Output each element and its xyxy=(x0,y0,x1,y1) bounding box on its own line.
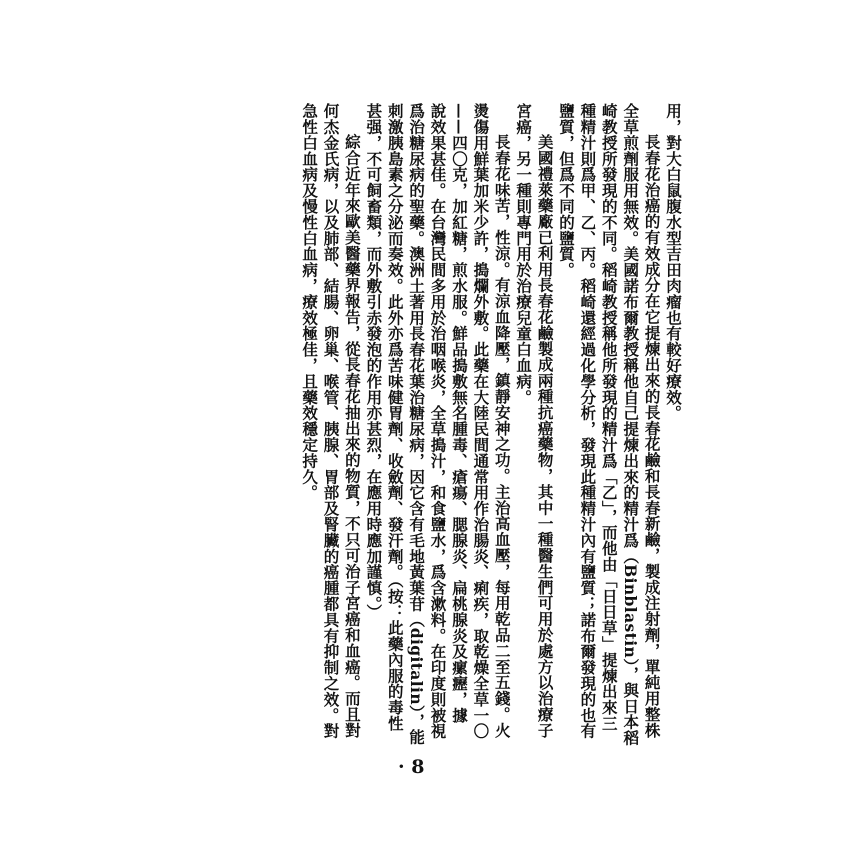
vertical-text-block xyxy=(212,103,684,753)
text-column: 綜合近年來歐美醫藥界報告，從長春花抽出來的物質，不只可治子宮癌和血癌。而且對 xyxy=(342,134,362,739)
text-column: 用，對大白鼠腹水型吉田肉瘤也有較好療效。 xyxy=(664,103,683,421)
page-number: · 8 xyxy=(398,756,425,778)
text-column: 急性白血病及慢性白血病，療效極佳，且藥效穩定持久。 xyxy=(300,103,320,501)
text-column: 鹽質，但爲不同的鹽質。 xyxy=(556,103,576,278)
text-column: 爲治糖尿病的聖藥。澳洲土著用長春花葉治糖尿病，因它含有毛地黃葉苷（digitalin），能 xyxy=(407,103,427,745)
text-column: 何杰金氏病，以及肺部、結腸、卵巢、喉管、胰腺、胃部及腎臟的癌腫都具有抑制之效。對 xyxy=(321,103,341,739)
text-column: 刺激胰島素之分泌而奏效。此外亦爲苦味健胃劑、收斂劑、發汗劑。（按：此藥內服的毒性 xyxy=(385,103,405,732)
text-column: 長春花治癌的有效成分在它提煉出來的長春花鹼和長春新鹼，製成注射劑，單純用整株 xyxy=(642,134,662,739)
text-column: 崎教授所發現的不同。稻崎教授稱他所發現的精汁爲「乙」，而他由「日日草」提煉出來三 xyxy=(599,103,619,732)
text-column: 宮癌，另一種則專門用於治療兒童白血病。 xyxy=(514,103,534,406)
text-column: ——四〇克，加紅糖，煎水服。鮮品搗敷無名腫毒、瘡瘍、腮腺炎、扁桃腺炎及瘰癧，據 xyxy=(449,103,469,724)
text-column: 說效果甚佳。在台灣民間多用於治咽喉炎，全草搗汁，和食鹽水，爲含漱料。在印度則被視 xyxy=(428,103,448,739)
text-column: 種精汁則爲甲、乙、丙。稻崎還經過化學分析，發現此種精汁內有鹽質；諾布爾發現的也有 xyxy=(578,103,598,739)
text-column: 全草煎劑服用無效。美國諾布爾教授稱他自己提煉出來的精汁爲（Binblastin），與日本稻 xyxy=(621,103,641,746)
text-column: 美國禮萊藥廠已利用長春花鹼製成兩種抗癌藥物，其中一種醫生們可用於處方以治療子 xyxy=(535,134,555,739)
text-column: 甚强，不可飼畜類，而外敷引赤發泡的作用亦甚烈，在應用時應加謹慎。） xyxy=(364,103,384,620)
text-column: 長春花味苦，性涼。有涼血降壓，鎮靜安神之功。主治高血壓，每用乾品二至五錢。火 xyxy=(492,134,512,739)
text-column: 燙傷用鮮葉加米少許，搗爛外敷。此藥在大陸民間通常用作治腸炎、痢疾，取乾燥全草一〇 xyxy=(471,103,491,739)
